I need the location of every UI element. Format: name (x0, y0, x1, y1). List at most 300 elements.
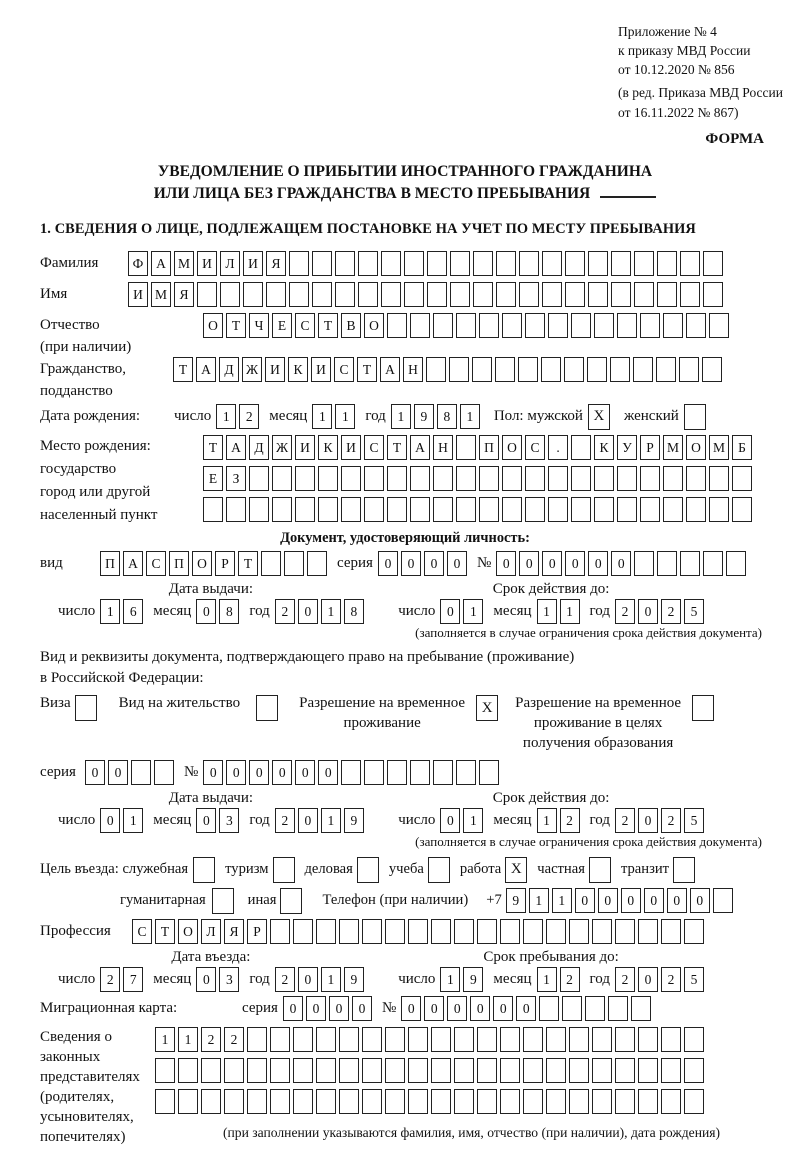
char-cell[interactable] (732, 497, 752, 522)
char-cell[interactable] (588, 282, 608, 307)
char-cell[interactable]: 1 (463, 599, 483, 624)
visa-checkbox[interactable] (75, 695, 97, 721)
char-cell[interactable] (272, 466, 292, 491)
char-cell[interactable] (594, 497, 614, 522)
char-cell[interactable]: Е (272, 313, 292, 338)
char-cell[interactable] (450, 282, 470, 307)
char-cell[interactable] (592, 1027, 612, 1052)
char-cell[interactable] (362, 1027, 382, 1052)
char-cell[interactable] (341, 760, 361, 785)
char-cell[interactable] (615, 919, 635, 944)
char-cell[interactable] (224, 1089, 244, 1114)
char-cell[interactable] (316, 919, 336, 944)
char-cell[interactable]: И (295, 435, 315, 460)
char-cell[interactable]: И (341, 435, 361, 460)
char-cell[interactable] (427, 282, 447, 307)
char-cell[interactable] (634, 551, 654, 576)
char-cell[interactable]: 0 (329, 996, 349, 1021)
char-cell[interactable] (243, 282, 263, 307)
char-cell[interactable]: 7 (123, 967, 143, 992)
char-cell[interactable]: О (686, 435, 706, 460)
char-cell[interactable]: 9 (344, 808, 364, 833)
char-cell[interactable] (431, 1058, 451, 1083)
char-cell[interactable] (594, 313, 614, 338)
char-cell[interactable] (610, 357, 630, 382)
char-cell[interactable] (339, 919, 359, 944)
char-cell[interactable] (542, 282, 562, 307)
char-cell[interactable] (454, 1058, 474, 1083)
char-cell[interactable]: 0 (203, 760, 223, 785)
char-cell[interactable] (312, 282, 332, 307)
char-cell[interactable]: 1 (178, 1027, 198, 1052)
char-cell[interactable]: 5 (684, 808, 704, 833)
char-cell[interactable] (592, 1089, 612, 1114)
char-cell[interactable] (496, 282, 516, 307)
char-cell[interactable] (284, 551, 304, 576)
char-cell[interactable]: А (380, 357, 400, 382)
char-cell[interactable] (502, 497, 522, 522)
char-cell[interactable] (615, 1058, 635, 1083)
char-cell[interactable]: 0 (424, 996, 444, 1021)
char-cell[interactable] (686, 313, 706, 338)
char-cell[interactable]: 1 (216, 404, 236, 429)
char-cell[interactable] (247, 1027, 267, 1052)
char-cell[interactable]: О (192, 551, 212, 576)
char-cell[interactable] (680, 551, 700, 576)
char-cell[interactable]: 0 (493, 996, 513, 1021)
char-cell[interactable]: Я (224, 919, 244, 944)
char-cell[interactable]: 0 (644, 888, 664, 913)
char-cell[interactable] (617, 497, 637, 522)
char-cell[interactable] (155, 1058, 175, 1083)
char-cell[interactable]: Р (640, 435, 660, 460)
char-cell[interactable] (431, 919, 451, 944)
char-cell[interactable] (385, 919, 405, 944)
char-cell[interactable] (680, 282, 700, 307)
char-cell[interactable] (431, 1027, 451, 1052)
char-cell[interactable] (663, 497, 683, 522)
char-cell[interactable] (433, 760, 453, 785)
char-cell[interactable]: 2 (100, 967, 120, 992)
char-cell[interactable]: 1 (155, 1027, 175, 1052)
char-cell[interactable]: 8 (219, 599, 239, 624)
char-cell[interactable] (657, 251, 677, 276)
char-cell[interactable]: 0 (298, 808, 318, 833)
char-cell[interactable]: М (709, 435, 729, 460)
char-cell[interactable]: П (169, 551, 189, 576)
char-cell[interactable] (473, 282, 493, 307)
char-cell[interactable] (261, 551, 281, 576)
char-cell[interactable]: 1 (312, 404, 332, 429)
char-cell[interactable]: 9 (414, 404, 434, 429)
purpose-business-checkbox[interactable] (357, 857, 379, 883)
char-cell[interactable] (270, 1058, 290, 1083)
gender-female-checkbox[interactable] (684, 404, 706, 430)
char-cell[interactable] (472, 357, 492, 382)
char-cell[interactable] (385, 1089, 405, 1114)
char-cell[interactable]: 2 (615, 967, 635, 992)
char-cell[interactable] (657, 282, 677, 307)
char-cell[interactable]: 0 (440, 599, 460, 624)
char-cell[interactable] (588, 251, 608, 276)
char-cell[interactable]: Т (173, 357, 193, 382)
char-cell[interactable]: Т (238, 551, 258, 576)
char-cell[interactable] (362, 919, 382, 944)
char-cell[interactable]: 5 (684, 967, 704, 992)
temp-residence-edu-checkbox[interactable] (692, 695, 714, 721)
char-cell[interactable] (592, 919, 612, 944)
char-cell[interactable]: С (334, 357, 354, 382)
char-cell[interactable] (702, 357, 722, 382)
char-cell[interactable] (477, 1027, 497, 1052)
char-cell[interactable] (270, 1089, 290, 1114)
char-cell[interactable] (364, 466, 384, 491)
purpose-private-checkbox[interactable] (589, 857, 611, 883)
char-cell[interactable]: Л (220, 251, 240, 276)
char-cell[interactable]: 0 (85, 760, 105, 785)
char-cell[interactable]: С (295, 313, 315, 338)
char-cell[interactable]: 2 (661, 599, 681, 624)
char-cell[interactable]: О (178, 919, 198, 944)
char-cell[interactable] (548, 313, 568, 338)
char-cell[interactable] (335, 282, 355, 307)
char-cell[interactable]: Н (403, 357, 423, 382)
char-cell[interactable]: 1 (123, 808, 143, 833)
char-cell[interactable] (611, 251, 631, 276)
char-cell[interactable] (663, 313, 683, 338)
char-cell[interactable] (495, 357, 515, 382)
char-cell[interactable] (266, 282, 286, 307)
char-cell[interactable] (638, 919, 658, 944)
char-cell[interactable] (523, 1058, 543, 1083)
char-cell[interactable] (479, 313, 499, 338)
char-cell[interactable] (404, 282, 424, 307)
char-cell[interactable] (640, 466, 660, 491)
char-cell[interactable] (293, 919, 313, 944)
char-cell[interactable]: Ж (272, 435, 292, 460)
char-cell[interactable] (684, 919, 704, 944)
char-cell[interactable]: И (265, 357, 285, 382)
char-cell[interactable]: Ф (128, 251, 148, 276)
char-cell[interactable] (358, 251, 378, 276)
char-cell[interactable] (571, 313, 591, 338)
char-cell[interactable]: Р (215, 551, 235, 576)
char-cell[interactable]: 2 (560, 967, 580, 992)
char-cell[interactable] (523, 1027, 543, 1052)
char-cell[interactable]: Т (155, 919, 175, 944)
char-cell[interactable] (433, 497, 453, 522)
char-cell[interactable]: Д (219, 357, 239, 382)
char-cell[interactable]: И (243, 251, 263, 276)
char-cell[interactable] (473, 251, 493, 276)
char-cell[interactable]: 1 (321, 967, 341, 992)
char-cell[interactable]: М (151, 282, 171, 307)
char-cell[interactable] (387, 466, 407, 491)
char-cell[interactable] (661, 1058, 681, 1083)
char-cell[interactable] (680, 251, 700, 276)
char-cell[interactable] (454, 1089, 474, 1114)
char-cell[interactable]: 0 (283, 996, 303, 1021)
char-cell[interactable] (341, 497, 361, 522)
char-cell[interactable] (431, 1089, 451, 1114)
char-cell[interactable]: 2 (239, 404, 259, 429)
char-cell[interactable] (154, 760, 174, 785)
char-cell[interactable] (270, 1027, 290, 1052)
char-cell[interactable] (548, 466, 568, 491)
char-cell[interactable] (408, 919, 428, 944)
char-cell[interactable]: 3 (219, 967, 239, 992)
char-cell[interactable] (316, 1089, 336, 1114)
char-cell[interactable]: Н (433, 435, 453, 460)
char-cell[interactable]: 0 (295, 760, 315, 785)
char-cell[interactable]: 0 (496, 551, 516, 576)
char-cell[interactable]: 0 (401, 551, 421, 576)
purpose-tourism-checkbox[interactable] (273, 857, 295, 883)
purpose-other-checkbox[interactable] (280, 888, 302, 914)
char-cell[interactable] (410, 497, 430, 522)
char-cell[interactable] (289, 251, 309, 276)
char-cell[interactable]: 9 (463, 967, 483, 992)
char-cell[interactable]: 1 (552, 888, 572, 913)
char-cell[interactable] (404, 251, 424, 276)
char-cell[interactable]: А (123, 551, 143, 576)
char-cell[interactable]: 1 (391, 404, 411, 429)
char-cell[interactable]: О (203, 313, 223, 338)
char-cell[interactable]: 1 (321, 808, 341, 833)
char-cell[interactable]: 2 (615, 808, 635, 833)
char-cell[interactable] (594, 466, 614, 491)
char-cell[interactable]: Т (203, 435, 223, 460)
char-cell[interactable] (450, 251, 470, 276)
char-cell[interactable] (732, 466, 752, 491)
char-cell[interactable]: 0 (621, 888, 641, 913)
char-cell[interactable] (387, 497, 407, 522)
char-cell[interactable]: К (318, 435, 338, 460)
char-cell[interactable] (638, 1058, 658, 1083)
char-cell[interactable]: И (128, 282, 148, 307)
char-cell[interactable]: 0 (638, 808, 658, 833)
char-cell[interactable] (410, 760, 430, 785)
char-cell[interactable]: 2 (615, 599, 635, 624)
char-cell[interactable] (726, 551, 746, 576)
char-cell[interactable]: 2 (661, 967, 681, 992)
char-cell[interactable] (500, 919, 520, 944)
char-cell[interactable]: Л (201, 919, 221, 944)
char-cell[interactable] (410, 313, 430, 338)
char-cell[interactable]: 0 (249, 760, 269, 785)
char-cell[interactable] (479, 497, 499, 522)
char-cell[interactable]: 1 (537, 808, 557, 833)
char-cell[interactable]: Т (357, 357, 377, 382)
char-cell[interactable]: 0 (440, 808, 460, 833)
char-cell[interactable]: 9 (344, 967, 364, 992)
char-cell[interactable] (634, 251, 654, 276)
char-cell[interactable] (293, 1027, 313, 1052)
char-cell[interactable]: О (364, 313, 384, 338)
char-cell[interactable] (565, 282, 585, 307)
char-cell[interactable] (364, 497, 384, 522)
char-cell[interactable] (592, 1058, 612, 1083)
char-cell[interactable] (155, 1089, 175, 1114)
char-cell[interactable]: 3 (219, 808, 239, 833)
temp-residence-checkbox[interactable]: X (476, 695, 498, 721)
char-cell[interactable] (247, 1089, 267, 1114)
char-cell[interactable]: 0 (638, 967, 658, 992)
gender-male-checkbox[interactable]: X (588, 404, 610, 430)
char-cell[interactable] (638, 1027, 658, 1052)
char-cell[interactable] (456, 760, 476, 785)
purpose-official-checkbox[interactable] (193, 857, 215, 883)
char-cell[interactable]: О (502, 435, 522, 460)
char-cell[interactable]: 0 (196, 599, 216, 624)
char-cell[interactable] (433, 466, 453, 491)
char-cell[interactable] (565, 251, 585, 276)
char-cell[interactable] (203, 497, 223, 522)
char-cell[interactable] (571, 435, 591, 460)
char-cell[interactable] (433, 313, 453, 338)
char-cell[interactable] (569, 1058, 589, 1083)
char-cell[interactable]: 2 (275, 599, 295, 624)
purpose-transit-checkbox[interactable] (673, 857, 695, 883)
char-cell[interactable]: Т (226, 313, 246, 338)
char-cell[interactable] (615, 1027, 635, 1052)
char-cell[interactable]: С (364, 435, 384, 460)
purpose-work-checkbox[interactable]: X (505, 857, 527, 883)
char-cell[interactable]: 0 (575, 888, 595, 913)
char-cell[interactable] (454, 1027, 474, 1052)
char-cell[interactable]: 0 (470, 996, 490, 1021)
char-cell[interactable]: 9 (506, 888, 526, 913)
char-cell[interactable]: . (548, 435, 568, 460)
purpose-humanitarian-checkbox[interactable] (212, 888, 234, 914)
char-cell[interactable] (569, 1089, 589, 1114)
char-cell[interactable] (318, 497, 338, 522)
char-cell[interactable] (295, 497, 315, 522)
char-cell[interactable] (479, 466, 499, 491)
char-cell[interactable]: 5 (684, 599, 704, 624)
char-cell[interactable]: Ж (242, 357, 262, 382)
char-cell[interactable] (713, 888, 733, 913)
char-cell[interactable] (525, 313, 545, 338)
char-cell[interactable] (686, 497, 706, 522)
char-cell[interactable]: 0 (611, 551, 631, 576)
char-cell[interactable] (546, 1058, 566, 1083)
char-cell[interactable]: 0 (542, 551, 562, 576)
char-cell[interactable]: 1 (321, 599, 341, 624)
char-cell[interactable] (546, 1027, 566, 1052)
char-cell[interactable] (703, 251, 723, 276)
char-cell[interactable]: М (174, 251, 194, 276)
char-cell[interactable] (201, 1089, 221, 1114)
char-cell[interactable] (220, 282, 240, 307)
purpose-study-checkbox[interactable] (428, 857, 450, 883)
char-cell[interactable] (456, 466, 476, 491)
char-cell[interactable] (656, 357, 676, 382)
char-cell[interactable]: А (410, 435, 430, 460)
char-cell[interactable] (709, 466, 729, 491)
char-cell[interactable] (525, 466, 545, 491)
char-cell[interactable]: М (663, 435, 683, 460)
char-cell[interactable]: 0 (447, 996, 467, 1021)
char-cell[interactable]: 0 (306, 996, 326, 1021)
char-cell[interactable]: С (146, 551, 166, 576)
char-cell[interactable] (519, 282, 539, 307)
char-cell[interactable] (523, 919, 543, 944)
char-cell[interactable] (500, 1027, 520, 1052)
char-cell[interactable] (502, 466, 522, 491)
char-cell[interactable]: 1 (560, 599, 580, 624)
char-cell[interactable]: 0 (318, 760, 338, 785)
char-cell[interactable] (178, 1058, 198, 1083)
char-cell[interactable]: 0 (352, 996, 372, 1021)
char-cell[interactable] (387, 760, 407, 785)
char-cell[interactable] (587, 357, 607, 382)
char-cell[interactable]: С (132, 919, 152, 944)
char-cell[interactable] (456, 435, 476, 460)
char-cell[interactable] (661, 1089, 681, 1114)
char-cell[interactable] (293, 1089, 313, 1114)
char-cell[interactable]: П (479, 435, 499, 460)
char-cell[interactable]: 2 (661, 808, 681, 833)
char-cell[interactable] (339, 1058, 359, 1083)
char-cell[interactable] (661, 1027, 681, 1052)
char-cell[interactable] (341, 466, 361, 491)
char-cell[interactable] (519, 251, 539, 276)
char-cell[interactable] (316, 1027, 336, 1052)
char-cell[interactable] (316, 1058, 336, 1083)
char-cell[interactable] (638, 1089, 658, 1114)
residence-permit-checkbox[interactable] (256, 695, 278, 721)
char-cell[interactable] (703, 551, 723, 576)
char-cell[interactable] (496, 251, 516, 276)
char-cell[interactable]: 1 (440, 967, 460, 992)
char-cell[interactable] (339, 1027, 359, 1052)
char-cell[interactable] (571, 466, 591, 491)
char-cell[interactable] (569, 919, 589, 944)
char-cell[interactable] (410, 466, 430, 491)
char-cell[interactable]: 0 (690, 888, 710, 913)
char-cell[interactable] (608, 996, 628, 1021)
char-cell[interactable] (408, 1058, 428, 1083)
char-cell[interactable] (362, 1089, 382, 1114)
char-cell[interactable] (562, 996, 582, 1021)
char-cell[interactable] (289, 282, 309, 307)
char-cell[interactable]: Р (247, 919, 267, 944)
char-cell[interactable]: Т (318, 313, 338, 338)
char-cell[interactable]: Б (732, 435, 752, 460)
char-cell[interactable]: 0 (598, 888, 618, 913)
char-cell[interactable]: А (226, 435, 246, 460)
char-cell[interactable]: 0 (272, 760, 292, 785)
char-cell[interactable] (454, 919, 474, 944)
char-cell[interactable] (525, 497, 545, 522)
char-cell[interactable] (548, 497, 568, 522)
char-cell[interactable]: 0 (565, 551, 585, 576)
char-cell[interactable]: 0 (226, 760, 246, 785)
char-cell[interactable]: 2 (224, 1027, 244, 1052)
char-cell[interactable] (617, 313, 637, 338)
char-cell[interactable] (293, 1058, 313, 1083)
char-cell[interactable]: В (341, 313, 361, 338)
char-cell[interactable] (661, 919, 681, 944)
char-cell[interactable] (272, 497, 292, 522)
char-cell[interactable] (339, 1089, 359, 1114)
char-cell[interactable] (684, 1027, 704, 1052)
char-cell[interactable] (358, 282, 378, 307)
char-cell[interactable]: 1 (100, 599, 120, 624)
char-cell[interactable]: 1 (460, 404, 480, 429)
char-cell[interactable] (249, 497, 269, 522)
